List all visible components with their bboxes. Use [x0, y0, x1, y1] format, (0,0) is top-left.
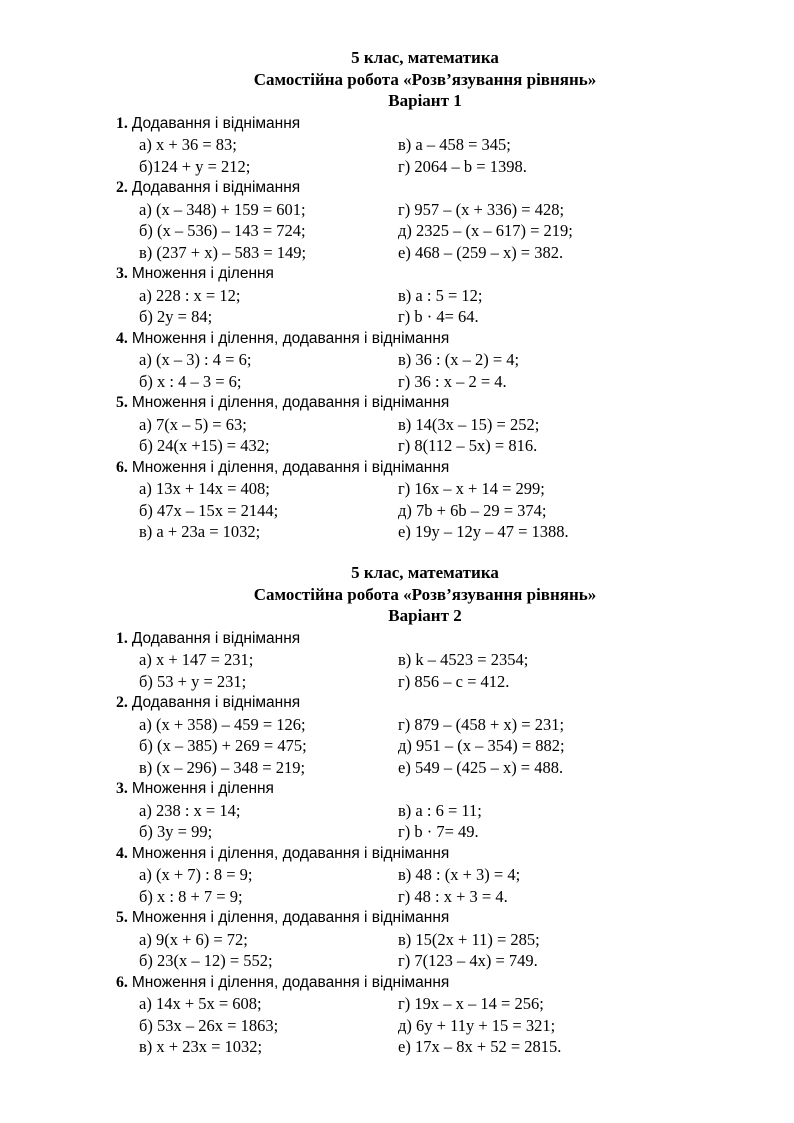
equation-item: в) 14(3x – 15) = 252; — [398, 414, 540, 434]
task-number: 3. — [116, 780, 128, 797]
equation-row — [0, 435, 794, 457]
equation-item: г) 48 : x + 3 = 4. — [398, 886, 508, 906]
task-title — [0, 628, 794, 650]
equation-item: в) x + 23x = 1032; — [139, 1037, 263, 1056]
equation-row — [0, 993, 794, 1015]
equation-item: б) 23(x – 12) = 552; — [139, 951, 273, 970]
equation-item: а) 14x + 5x = 608; — [139, 994, 262, 1013]
equation-row — [0, 757, 794, 779]
equation-item: г) 16x – x + 14 = 299; — [398, 479, 545, 498]
equation-row — [0, 714, 794, 736]
equation-item: д) 951 – (x – 354) = 882; — [398, 736, 565, 755]
equation-item: в) 48 : (x + 3) = 4; — [398, 865, 521, 884]
equation-item: в) k – 4523 = 2354; — [398, 650, 529, 669]
task-number: 5. — [116, 394, 128, 411]
equation-item: в) (237 + x) – 583 = 149; — [139, 242, 307, 262]
equation-item: г) 2064 – b = 1398. — [398, 156, 527, 176]
equation-row — [0, 220, 794, 242]
task-heading: Множення і ділення, додавання і віднімання — [131, 909, 450, 926]
equation-item: д) 6y + 11y + 15 = 321; — [398, 1015, 556, 1035]
task-title — [0, 457, 794, 479]
equation-item: г) 957 – (x + 336) = 428; — [398, 199, 565, 219]
equation-row — [0, 929, 794, 951]
equation-item: а) (x + 7) : 8 = 9; — [139, 865, 253, 884]
equation-row — [0, 349, 794, 371]
task-heading: Множення і ділення, додавання і віднімання — [131, 458, 450, 476]
equation-item: в) a + 23a = 1032; — [139, 522, 261, 541]
task-title — [0, 113, 794, 135]
equation-row — [0, 821, 794, 843]
equation-row — [0, 1036, 794, 1058]
task-title — [0, 972, 794, 994]
equation-item: б) (x – 536) – 143 = 724; — [139, 221, 306, 240]
task-title — [0, 263, 794, 285]
equation-item: г) 8(112 – 5x) = 816. — [398, 436, 538, 455]
variant-title: Варіант 1 — [388, 91, 462, 110]
equation-row — [0, 864, 794, 886]
task-number: 4. — [116, 844, 128, 862]
task-list — [0, 628, 794, 1058]
grade-subject-title: 5 клас, математика — [351, 48, 499, 67]
equation-item: в) 36 : (x – 2) = 4; — [398, 350, 520, 369]
equation-item: е) 17x – 8x + 52 = 2815. — [398, 1037, 562, 1056]
task-title — [0, 907, 794, 929]
equation-item: а) 238 : x = 14; — [139, 800, 241, 820]
task-title — [0, 692, 794, 714]
equation-item: в) 15(2x + 11) = 285; — [398, 929, 540, 949]
variant-2-section — [0, 562, 794, 1058]
task-heading: Множення і ділення, додавання і віднімання — [131, 394, 450, 411]
task-heading: Додавання і віднімання — [131, 179, 301, 196]
equation-item: г) 36 : x – 2 = 4. — [398, 371, 507, 391]
task-number: 2. — [116, 179, 128, 196]
variant-1-section — [0, 47, 794, 543]
task-heading: Множення і ділення — [131, 780, 274, 797]
task-number: 1. — [116, 629, 128, 647]
equation-row — [0, 500, 794, 522]
equation-row — [0, 735, 794, 757]
equation-item: в) a : 6 = 11; — [398, 800, 482, 820]
worksheet-title: Самостійна робота «Розв’язування рівнянь» — [253, 584, 597, 604]
equation-item: а) (x – 348) + 159 = 601; — [139, 199, 306, 219]
equation-item: б)124 + y = 212; — [139, 156, 251, 176]
equation-row — [0, 285, 794, 307]
equation-row — [0, 521, 794, 543]
equation-item: б) 24(x +15) = 432; — [139, 436, 270, 455]
task-title — [0, 843, 794, 865]
task-number: 6. — [116, 458, 128, 476]
equation-item: д) 2325 – (x – 617) = 219; — [398, 221, 573, 240]
equation-item: а) 228 : x = 12; — [139, 285, 241, 305]
equation-item: а) x + 147 = 231; — [139, 650, 254, 669]
task-list — [0, 113, 794, 543]
task-title — [0, 177, 794, 199]
equation-item: е) 549 – (425 – x) = 488. — [398, 757, 564, 777]
equation-row — [0, 649, 794, 671]
equation-item: б) 47x – 15x = 2144; — [139, 500, 279, 520]
task-number: 6. — [116, 973, 128, 991]
equation-row — [0, 371, 794, 393]
equation-item: г) 856 – c = 412. — [398, 671, 510, 691]
task-number: 5. — [116, 909, 128, 926]
equation-row — [0, 478, 794, 500]
equation-item: г) 7(123 – 4x) = 749. — [398, 951, 538, 970]
equation-row — [0, 306, 794, 328]
equation-item: а) 7(x – 5) = 63; — [139, 414, 247, 434]
task-number: 4. — [116, 329, 128, 347]
task-heading: Додавання і віднімання — [131, 629, 301, 647]
variant-title: Варіант 2 — [388, 606, 462, 625]
equation-item: г) b · 7= 49. — [398, 822, 479, 841]
task-heading: Множення і ділення — [131, 265, 274, 282]
equation-item: б) x : 4 – 3 = 6; — [139, 371, 242, 391]
equation-row — [0, 886, 794, 908]
task-number: 3. — [116, 265, 128, 282]
equation-item: б) 53x – 26x = 1863; — [139, 1015, 279, 1035]
task-number: 1. — [116, 114, 128, 132]
equation-item: а) x + 36 = 83; — [139, 135, 237, 154]
equation-item: а) (x – 3) : 4 = 6; — [139, 350, 252, 369]
equation-item: а) (x + 358) – 459 = 126; — [139, 714, 306, 734]
equation-row — [0, 1015, 794, 1037]
equation-row — [0, 156, 794, 178]
equation-item: д) 7b + 6b – 29 = 374; — [398, 500, 547, 520]
equation-row — [0, 800, 794, 822]
equation-item: г) 879 – (458 + x) = 231; — [398, 714, 565, 734]
equation-item: е) 19y – 12y – 47 = 1388. — [398, 522, 569, 541]
equation-row — [0, 199, 794, 221]
equation-item: а) 9(x + 6) = 72; — [139, 929, 248, 949]
task-heading: Додавання і віднімання — [131, 694, 301, 711]
equation-item: б) (x – 385) + 269 = 475; — [139, 736, 307, 755]
equation-item: а) 13x + 14x = 408; — [139, 479, 270, 498]
task-number: 2. — [116, 694, 128, 711]
task-heading: Множення і ділення, додавання і віднімання — [131, 329, 450, 347]
grade-subject-title: 5 клас, математика — [351, 563, 499, 582]
task-title — [0, 328, 794, 350]
equation-item: в) a – 458 = 345; — [398, 135, 511, 154]
equation-item: в) (x – 296) – 348 = 219; — [139, 757, 306, 777]
equation-item: в) a : 5 = 12; — [398, 285, 483, 305]
equation-item: е) 468 – (259 – x) = 382. — [398, 242, 564, 262]
equation-item: г) b · 4= 64. — [398, 307, 479, 326]
equation-row — [0, 242, 794, 264]
equation-row — [0, 671, 794, 693]
equation-item: б) 53 + y = 231; — [139, 671, 247, 691]
task-heading: Множення і ділення, додавання і віднімання — [131, 973, 450, 991]
equation-row — [0, 950, 794, 972]
task-heading: Додавання і віднімання — [131, 114, 301, 132]
equation-row — [0, 414, 794, 436]
worksheet-title: Самостійна робота «Розв’язування рівнянь» — [253, 69, 597, 89]
equation-item: б) 2y = 84; — [139, 307, 213, 326]
task-heading: Множення і ділення, додавання і віднімання — [131, 844, 450, 862]
equation-row — [0, 134, 794, 156]
task-title — [0, 778, 794, 800]
task-title — [0, 392, 794, 414]
equation-item: б) x : 8 + 7 = 9; — [139, 886, 243, 906]
equation-item: б) 3y = 99; — [139, 822, 213, 841]
equation-item: г) 19x – x – 14 = 256; — [398, 994, 544, 1013]
